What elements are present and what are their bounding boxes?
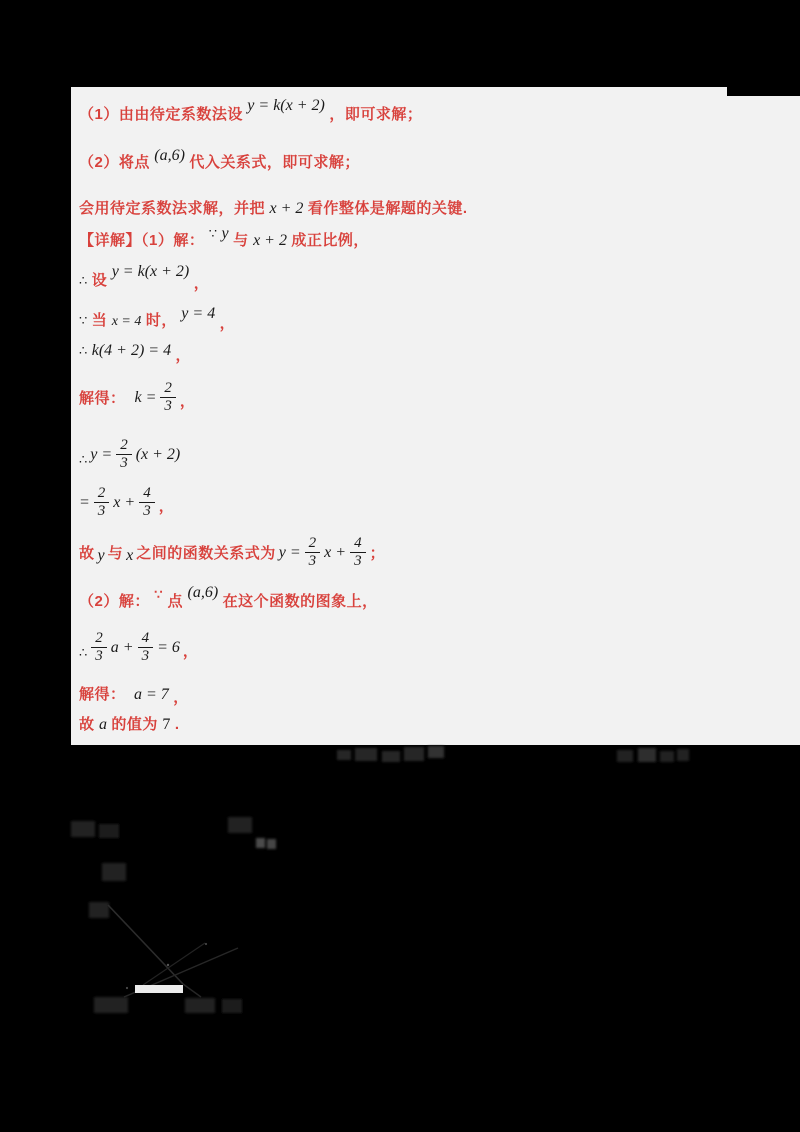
d5-comma: ， xyxy=(179,393,196,411)
fraction-4-3 xyxy=(138,630,154,666)
formula-point-a-6b: (a,6) xyxy=(187,584,219,601)
formula-x-plus-2b: x + 2 xyxy=(253,232,287,249)
formula-x-plus: x + xyxy=(324,543,347,561)
formula-k-eq: k = xyxy=(134,388,157,406)
value-7: 7 xyxy=(162,716,171,733)
d10-comma: ， xyxy=(182,643,199,661)
fraction-2-3 xyxy=(94,485,110,521)
detail-line-2 xyxy=(79,263,210,292)
d5-label: 解得： xyxy=(79,390,126,408)
var-y: y xyxy=(221,225,229,242)
fraction-2-3 xyxy=(91,630,107,666)
d12-dot: . xyxy=(174,716,180,733)
formula-x-plus: x + xyxy=(113,493,136,511)
therefore-symbol: ∴ xyxy=(79,644,88,660)
d3-comma: ， xyxy=(219,315,236,332)
fraction-numerator: 4 xyxy=(141,630,150,646)
formula-smudge-right xyxy=(617,748,689,762)
keypoint-line xyxy=(79,197,468,218)
d9-dian: 点 xyxy=(167,593,184,610)
therefore-symbol: ∴ xyxy=(79,451,88,467)
conclusion-line-2 xyxy=(79,713,180,734)
fraction-numerator: 2 xyxy=(95,630,103,646)
detail-line-1 xyxy=(79,225,369,250)
formula-smudge-left xyxy=(337,746,444,762)
detail-line-3 xyxy=(79,305,236,332)
hint-line-1 xyxy=(79,97,423,124)
conclusion-line-1 xyxy=(79,535,385,571)
detail-line-4 xyxy=(79,339,192,364)
var-x: x xyxy=(126,546,134,564)
detail-line-8 xyxy=(79,584,378,611)
d12-mid: 的值为 xyxy=(111,716,158,733)
fraction-4-3 xyxy=(139,485,155,521)
d11-comma: ， xyxy=(173,689,189,706)
fraction-numerator: 2 xyxy=(97,485,106,501)
fraction-denominator: 3 xyxy=(139,502,155,520)
formula-eq-6: = 6 xyxy=(157,638,180,656)
formula-k-4-plus-2-eq-4: k(4 + 2) = 4 xyxy=(91,342,172,359)
formula-y-eq-4: y = 4 xyxy=(181,305,216,322)
fraction-4-3 xyxy=(350,535,366,571)
fraction-denominator: 3 xyxy=(116,454,132,472)
keypoint-pre: 会用待定系数法求解，并把 xyxy=(79,200,266,217)
formula-y-eq: y = xyxy=(278,543,301,561)
d3-shi: 时， xyxy=(145,312,177,329)
d8-yu: 与 xyxy=(107,545,124,563)
d7-comma: ， xyxy=(158,498,175,516)
formula-y-eq: y = xyxy=(90,445,113,463)
fraction-numerator: 2 xyxy=(164,380,172,396)
therefore-symbol: ∴ xyxy=(79,273,88,288)
page-top-right-notch xyxy=(727,87,800,96)
document-page xyxy=(71,87,800,745)
fraction-denominator: 3 xyxy=(138,647,154,665)
d8-gu: 故 xyxy=(79,545,95,563)
d1-pre: 【详解】（1）解： xyxy=(79,232,205,249)
d3-dang: 当 xyxy=(91,312,108,329)
formula-x-eq-4: x = 4 xyxy=(111,314,142,329)
fraction-denominator: 3 xyxy=(305,552,321,570)
d8-mid: 之间的函数关系式为 xyxy=(136,545,276,563)
d9-post: 在这个函数的图象上， xyxy=(222,593,378,610)
d1-post: 成正比例， xyxy=(291,232,369,249)
because-symbol: ∵ xyxy=(208,226,218,241)
var-y: y xyxy=(97,546,105,564)
detail-line-9 xyxy=(79,630,198,666)
fraction-2-3 xyxy=(116,437,132,473)
d11-label: 解得： xyxy=(79,686,126,703)
fraction-numerator: 2 xyxy=(308,535,317,551)
bright-rectangle-artifact xyxy=(135,985,183,993)
hint2-post: 代入关系式，即可求解； xyxy=(189,154,360,171)
hint-line-2 xyxy=(79,147,360,172)
because-symbol: ∵ xyxy=(154,587,164,602)
fraction-2-3 xyxy=(305,535,321,571)
fraction-numerator: 4 xyxy=(354,535,362,551)
fraction-denominator: 3 xyxy=(91,647,107,665)
hint1-post: ，即可求解； xyxy=(329,106,423,123)
formula-a-plus: a + xyxy=(110,638,134,656)
equals-sign: = xyxy=(79,493,90,511)
formula-x-plus-2: x + 2 xyxy=(269,200,304,217)
d4-comma: ， xyxy=(175,347,192,364)
formula-a-eq-7: a = 7 xyxy=(133,686,169,703)
keypoint-post: 看作整体是解题的关键. xyxy=(307,200,468,217)
formula-y-eq-k-x-plus-2b: y = k(x + 2) xyxy=(111,263,190,280)
fraction-2-3 xyxy=(160,380,176,416)
formula-point-a-6: (a,6) xyxy=(154,147,185,164)
detail-line-6 xyxy=(79,437,180,473)
detail-line-7 xyxy=(79,485,174,521)
therefore-symbol: ∴ xyxy=(79,343,88,358)
fraction-numerator: 4 xyxy=(143,485,151,501)
detail-line-10 xyxy=(79,683,189,704)
d2-she: 设 xyxy=(91,272,108,289)
hint1-pre: （1）由由待定系数法设 xyxy=(79,106,243,123)
detail-line-5 xyxy=(79,380,195,416)
formula-y-eq-k-x-plus-2: y = k(x + 2) xyxy=(247,97,325,114)
because-symbol: ∵ xyxy=(79,313,88,328)
d12-gu: 故 xyxy=(79,716,95,733)
fraction-denominator: 3 xyxy=(350,552,366,570)
hint2-pre: （2）将点 xyxy=(79,154,150,171)
faint-figure xyxy=(71,817,276,1013)
d2-comma: ， xyxy=(193,275,210,292)
fraction-denominator: 3 xyxy=(160,397,176,415)
fraction-numerator: 2 xyxy=(120,437,128,453)
var-a: a xyxy=(98,716,107,733)
formula-x-plus-2-paren: (x + 2) xyxy=(135,445,181,463)
fraction-denominator: 3 xyxy=(94,502,110,520)
d1-mid: 与 xyxy=(233,232,249,249)
d8-semicolon: ； xyxy=(369,545,386,563)
d9-pre: （2）解： xyxy=(79,593,150,610)
